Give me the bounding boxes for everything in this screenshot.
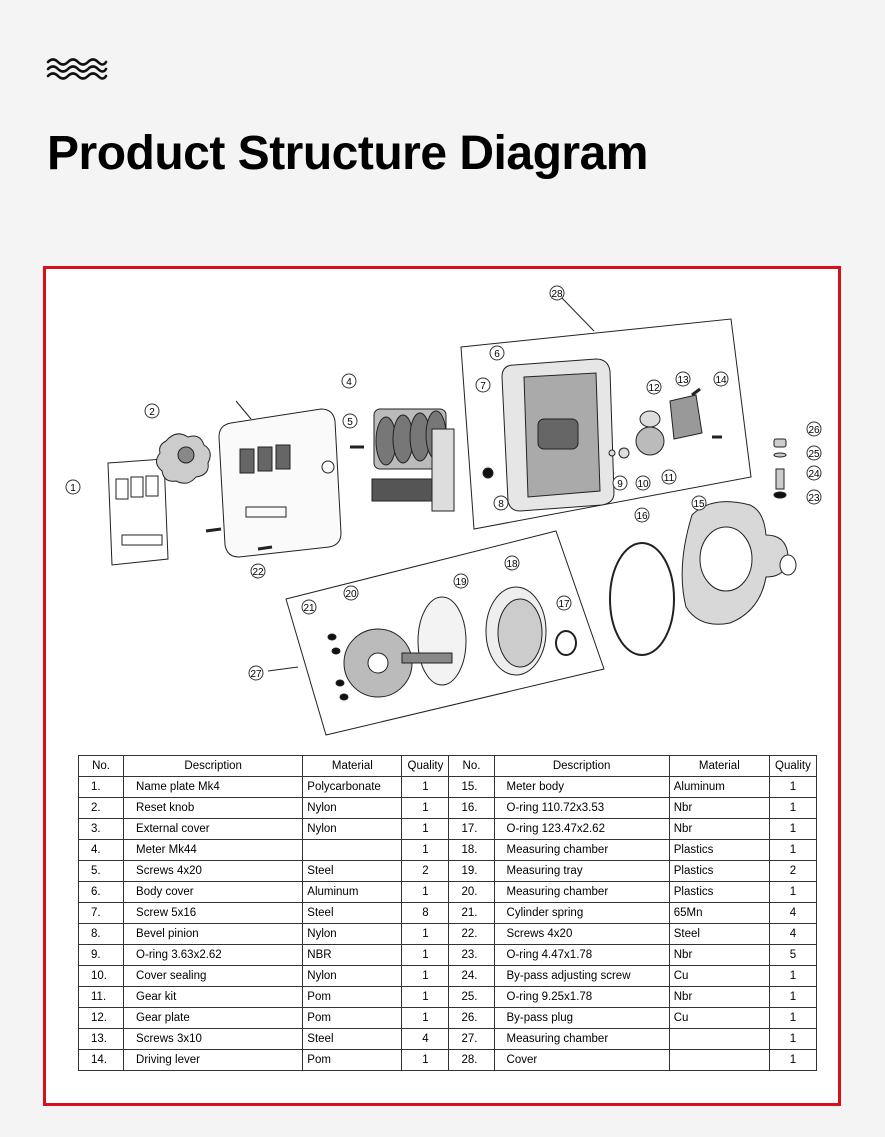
- svg-text:1: 1: [70, 483, 76, 494]
- callout-21: [302, 600, 316, 614]
- part-description: Screws 3x10: [124, 1029, 303, 1050]
- svg-text:17: 17: [558, 599, 570, 610]
- svg-text:10: 10: [637, 479, 649, 490]
- part-19-measuring-tray: [418, 597, 466, 685]
- part-quantity: 1: [769, 840, 816, 861]
- part-quantity: 1: [402, 798, 449, 819]
- part-number: 27.: [449, 1029, 494, 1050]
- part-material: Cu: [669, 966, 769, 987]
- part-quantity: 1: [769, 777, 816, 798]
- part-quantity: 2: [769, 861, 816, 882]
- svg-text:18: 18: [506, 559, 518, 570]
- callout-20: [344, 586, 358, 600]
- col-header-description: Description: [494, 756, 669, 777]
- callout-8: [494, 496, 508, 510]
- col-header-no: No.: [449, 756, 494, 777]
- part-number: 6.: [79, 882, 124, 903]
- part-description: Gear plate: [124, 1008, 303, 1029]
- part-15-meter-body: [682, 502, 796, 625]
- callout-6: [490, 346, 504, 360]
- part-description: Gear kit: [124, 987, 303, 1008]
- part-material: Plastics: [669, 882, 769, 903]
- part-material: Plastics: [669, 840, 769, 861]
- part-18-measuring-chamber: [486, 587, 546, 675]
- part-description: Measuring chamber: [494, 1029, 669, 1050]
- part-number: 25.: [449, 987, 494, 1008]
- part-description: Cover sealing: [124, 966, 303, 987]
- svg-text:5: 5: [347, 417, 353, 428]
- part-quantity: 1: [402, 945, 449, 966]
- part-number: 21.: [449, 903, 494, 924]
- part-material: [669, 1050, 769, 1071]
- part-material: 65Mn: [669, 903, 769, 924]
- part-number: 8.: [79, 924, 124, 945]
- part-description: Meter body: [494, 777, 669, 798]
- callout-25: [807, 446, 821, 460]
- callout-22: [251, 564, 265, 578]
- part-material: Nylon: [303, 966, 402, 987]
- part-number: 24.: [449, 966, 494, 987]
- callout-24: [807, 466, 821, 480]
- part-quantity: 1: [402, 1008, 449, 1029]
- table-row: [79, 861, 817, 882]
- callout-4: [342, 374, 356, 388]
- part-description: Measuring tray: [494, 861, 669, 882]
- table-row: [79, 819, 817, 840]
- svg-text:8: 8: [498, 499, 504, 510]
- col-header-material: Material: [303, 756, 402, 777]
- part-material: Aluminum: [669, 777, 769, 798]
- part-quantity: 4: [769, 903, 816, 924]
- callout-15: [692, 496, 706, 510]
- svg-text:26: 26: [808, 425, 820, 436]
- callout-12: [647, 380, 661, 394]
- part-quantity: 1: [769, 1050, 816, 1071]
- table-header-row: [79, 756, 817, 777]
- diagram-frame: [43, 266, 841, 1106]
- part-description: O-ring 110.72x3.53: [494, 798, 669, 819]
- part-description: Meter Mk44: [124, 840, 303, 861]
- col-header-description: Description: [124, 756, 303, 777]
- svg-text:25: 25: [808, 449, 820, 460]
- parts-table-body: [79, 777, 817, 1071]
- part-material: [669, 1029, 769, 1050]
- part-description: External cover: [124, 819, 303, 840]
- table-row: [79, 1029, 817, 1050]
- table-row: [79, 945, 817, 966]
- part-material: Pom: [303, 1050, 402, 1071]
- callout-18: [505, 556, 519, 570]
- part-6-body-cover: [502, 359, 614, 511]
- part-number: 28.: [449, 1050, 494, 1071]
- part-2-reset-knob: [156, 434, 210, 483]
- svg-text:4: 4: [346, 377, 352, 388]
- part-number: 3.: [79, 819, 124, 840]
- col-header-material: Material: [669, 756, 769, 777]
- svg-text:16: 16: [636, 511, 648, 522]
- svg-text:28: 28: [551, 289, 563, 300]
- table-row: [79, 840, 817, 861]
- part-number: 15.: [449, 777, 494, 798]
- part-material: Nbr: [669, 987, 769, 1008]
- callout-14: [714, 372, 728, 386]
- part-material: Steel: [669, 924, 769, 945]
- part-quantity: 1: [402, 1050, 449, 1071]
- part-number: 18.: [449, 840, 494, 861]
- table-row: [79, 987, 817, 1008]
- callout-2: [145, 404, 159, 418]
- svg-text:12: 12: [648, 383, 660, 394]
- part-description: Name plate Mk4: [124, 777, 303, 798]
- part-material: Polycarbonate: [303, 777, 402, 798]
- part-description: Driving lever: [124, 1050, 303, 1071]
- part-description: Measuring chamber: [494, 882, 669, 903]
- callout-13: [676, 372, 690, 386]
- part-description: Measuring chamber: [494, 840, 669, 861]
- part-1-name-plate: [108, 459, 168, 565]
- callout-9: [613, 476, 627, 490]
- part-quantity: 1: [769, 1008, 816, 1029]
- callout-1: [66, 480, 80, 494]
- part-quantity: 4: [769, 924, 816, 945]
- table-row: [79, 966, 817, 987]
- svg-text:14: 14: [715, 375, 727, 386]
- callout-10: [636, 476, 650, 490]
- part-number: 22.: [449, 924, 494, 945]
- part-material: Nbr: [669, 945, 769, 966]
- part-description: Screws 4x20: [494, 924, 669, 945]
- table-row: [79, 1008, 817, 1029]
- part-material: Nylon: [303, 924, 402, 945]
- part-material: [303, 840, 402, 861]
- svg-text:21: 21: [303, 603, 315, 614]
- table-row: [79, 1050, 817, 1071]
- part-quantity: 1: [402, 924, 449, 945]
- part-description: Reset knob: [124, 798, 303, 819]
- part-quantity: 1: [402, 882, 449, 903]
- part-number: 19.: [449, 861, 494, 882]
- part-quantity: 2: [402, 861, 449, 882]
- part-quantity: 1: [402, 987, 449, 1008]
- part-quantity: 1: [402, 840, 449, 861]
- callout-7: [476, 378, 490, 392]
- part-quantity: 1: [769, 1029, 816, 1050]
- table-row: [79, 777, 817, 798]
- part-description: By-pass adjusting screw: [494, 966, 669, 987]
- part-description: Bevel pinion: [124, 924, 303, 945]
- col-header-quality: Quality: [769, 756, 816, 777]
- part-description: O-ring 4.47x1.78: [494, 945, 669, 966]
- callout-27: [249, 666, 263, 680]
- svg-text:9: 9: [617, 479, 623, 490]
- part-number: 13.: [79, 1029, 124, 1050]
- wave-icon: [46, 56, 108, 82]
- part-description: Cylinder spring: [494, 903, 669, 924]
- table-row: [79, 903, 817, 924]
- part-material: Nylon: [303, 798, 402, 819]
- part-description: Screw 5x16: [124, 903, 303, 924]
- part-material: Nbr: [669, 819, 769, 840]
- part-quantity: 1: [769, 798, 816, 819]
- part-quantity: 1: [402, 777, 449, 798]
- callout-28: [550, 286, 564, 300]
- parts-table: [78, 755, 817, 1071]
- part-quantity: 1: [769, 819, 816, 840]
- svg-text:20: 20: [345, 589, 357, 600]
- part-number: 23.: [449, 945, 494, 966]
- part-3-external-cover: [219, 401, 341, 557]
- part-quantity: 1: [769, 987, 816, 1008]
- svg-text:22: 22: [252, 567, 264, 578]
- col-header-no: No.: [79, 756, 124, 777]
- part-material: Steel: [303, 903, 402, 924]
- svg-text:2: 2: [149, 407, 155, 418]
- svg-text:7: 7: [480, 381, 486, 392]
- part-material: Pom: [303, 1008, 402, 1029]
- part-description: O-ring 3.63x2.62: [124, 945, 303, 966]
- callout-5: [343, 414, 357, 428]
- part-number: 5.: [79, 861, 124, 882]
- part-number: 14.: [79, 1050, 124, 1071]
- part-number: 16.: [449, 798, 494, 819]
- part-description: Cover: [494, 1050, 669, 1071]
- part-number: 12.: [79, 1008, 124, 1029]
- svg-text:6: 6: [494, 349, 500, 360]
- part-material: Cu: [669, 1008, 769, 1029]
- part-number: 20.: [449, 882, 494, 903]
- callout-23: [807, 490, 821, 504]
- svg-text:19: 19: [455, 577, 467, 588]
- part-quantity: 5: [769, 945, 816, 966]
- part-number: 2.: [79, 798, 124, 819]
- svg-text:15: 15: [693, 499, 705, 510]
- parts-23-to-26-bypass: [774, 439, 786, 498]
- page-title: Product Structure Diagram: [47, 127, 648, 180]
- svg-text:23: 23: [808, 493, 820, 504]
- parts-9-to-14-gear-kit: [609, 389, 722, 458]
- table-row: [79, 882, 817, 903]
- part-number: 1.: [79, 777, 124, 798]
- part-number: 7.: [79, 903, 124, 924]
- part-number: 17.: [449, 819, 494, 840]
- part-description: Screws 4x20: [124, 861, 303, 882]
- svg-text:13: 13: [677, 375, 689, 386]
- part-material: Nylon: [303, 819, 402, 840]
- part-description: Body cover: [124, 882, 303, 903]
- part-number: 4.: [79, 840, 124, 861]
- part-number: 26.: [449, 1008, 494, 1029]
- table-row: [79, 924, 817, 945]
- callout-26: [807, 422, 821, 436]
- part-description: O-ring 123.47x2.62: [494, 819, 669, 840]
- part-material: Nbr: [669, 798, 769, 819]
- part-quantity: 4: [402, 1029, 449, 1050]
- table-row: [79, 798, 817, 819]
- part-quantity: 1: [402, 966, 449, 987]
- part-material: Steel: [303, 861, 402, 882]
- part-number: 9.: [79, 945, 124, 966]
- part-quantity: 1: [769, 882, 816, 903]
- col-header-quality: Quality: [402, 756, 449, 777]
- part-material: Plastics: [669, 861, 769, 882]
- part-quantity: 1: [769, 966, 816, 987]
- part-quantity: 1: [402, 819, 449, 840]
- part-17-o-ring: [556, 631, 576, 655]
- callout-19: [454, 574, 468, 588]
- part-material: Pom: [303, 987, 402, 1008]
- part-4-meter: [372, 409, 454, 511]
- part-description: By-pass plug: [494, 1008, 669, 1029]
- part-16-o-ring: [610, 543, 674, 655]
- part-material: Aluminum: [303, 882, 402, 903]
- svg-text:27: 27: [250, 669, 262, 680]
- part-number: 11.: [79, 987, 124, 1008]
- callout-17: [557, 596, 571, 610]
- callout-11: [662, 470, 676, 484]
- svg-text:11: 11: [663, 473, 675, 484]
- part-material: NBR: [303, 945, 402, 966]
- part-material: Steel: [303, 1029, 402, 1050]
- part-quantity: 8: [402, 903, 449, 924]
- part-description: O-ring 9.25x1.78: [494, 987, 669, 1008]
- exploded-diagram: [46, 269, 838, 749]
- svg-text:24: 24: [808, 469, 820, 480]
- callout-16: [635, 508, 649, 522]
- part-number: 10.: [79, 966, 124, 987]
